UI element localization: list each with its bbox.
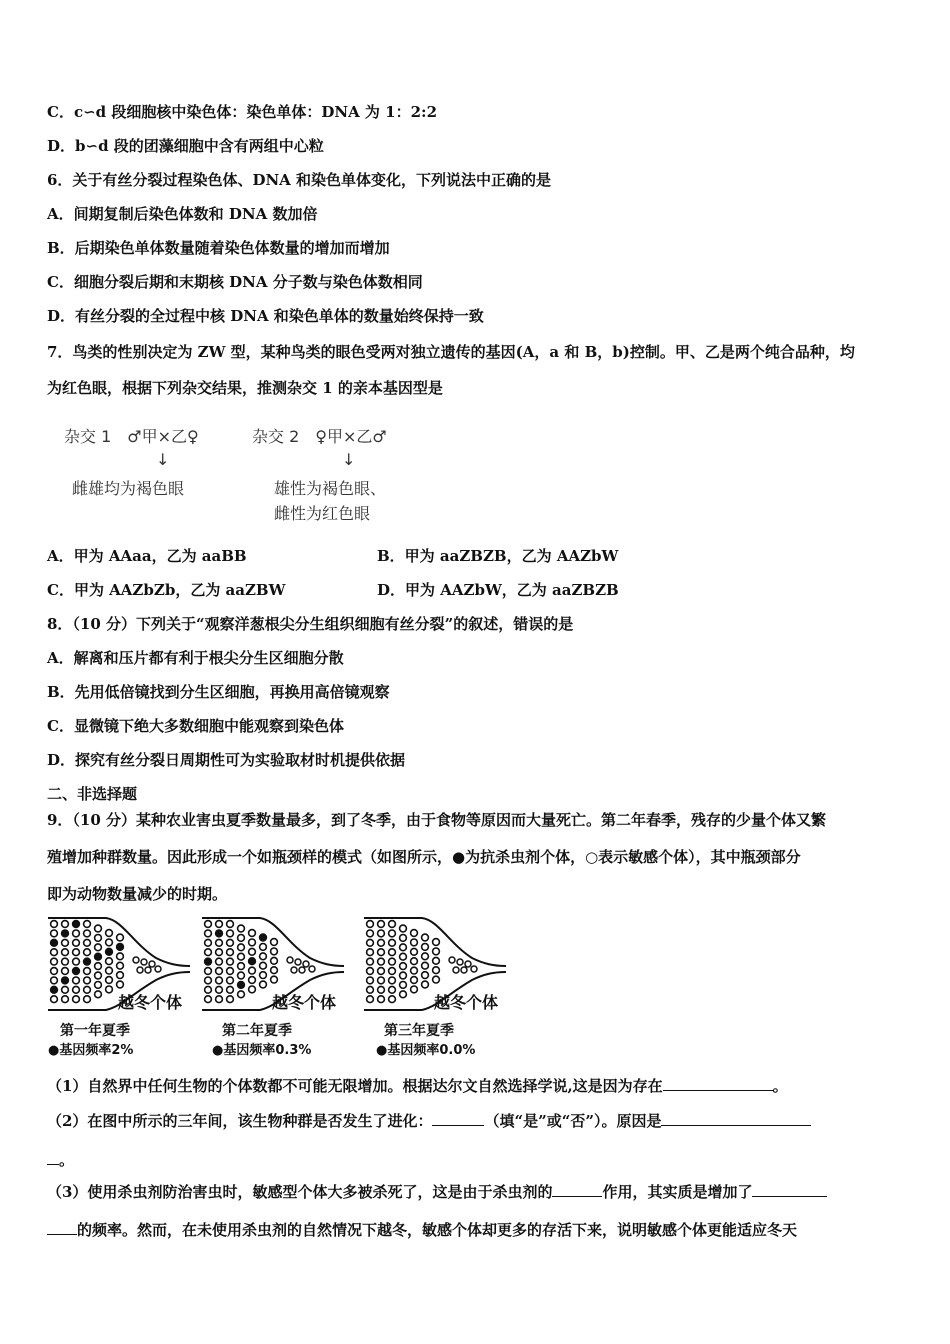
- q7-stem-line1: 7．鸟类的性别决定为 ZW 型，某种鸟类的眼色受两对独立遗传的基因(A，a 和 B，b)控制。甲、乙是两个纯合品种，均: [47, 343, 855, 361]
- sensitive-individual-dot: [249, 967, 256, 974]
- q7-option-a: A．甲为 AAaa，乙为 aaBB: [47, 547, 247, 565]
- sensitive-individual-dot: [73, 939, 80, 946]
- resistant-individual-dot: [216, 930, 223, 937]
- sensitive-individual-dot: [73, 949, 80, 956]
- sensitive-individual-dot: [400, 944, 407, 951]
- resistant-individual-dot: [106, 948, 113, 955]
- sensitive-individual-dot: [95, 944, 102, 951]
- sensitive-individual-dot: [433, 957, 440, 964]
- sensitive-individual-dot: [106, 977, 113, 984]
- q5-option-c: C．c∽d 段细胞核中染色体：染色单体：DNA 为 1：2:2: [47, 103, 438, 121]
- q9-part2-text-b: （填“是”或“否”）。原因是: [484, 1112, 662, 1130]
- q9-stem-line3: 即为动物数量减少的时期。: [47, 885, 228, 903]
- overwinter-dot: [137, 967, 143, 973]
- sensitive-individual-dot: [84, 968, 91, 975]
- sensitive-individual-dot: [216, 986, 223, 993]
- sensitive-individual-dot: [238, 944, 245, 951]
- sensitive-individual-dot: [367, 939, 374, 946]
- sensitive-individual-dot: [411, 958, 418, 965]
- sensitive-individual-dot: [73, 930, 80, 937]
- sensitive-individual-dot: [73, 977, 80, 984]
- overwinter-dot: [149, 961, 155, 967]
- q9-part2-blank-reason-cont[interactable]: [47, 1150, 59, 1165]
- panel1-season: 第一年夏季: [60, 1023, 130, 1039]
- sensitive-individual-dot: [400, 963, 407, 970]
- sensitive-individual-dot: [400, 991, 407, 998]
- sensitive-individual-dot: [260, 981, 267, 988]
- overwinter-label-2: 越冬个体: [272, 993, 337, 1012]
- sensitive-individual-dot: [51, 949, 58, 956]
- q7-option-c: C．甲为 AAZbZb，乙为 aaZBW: [47, 581, 286, 599]
- sensitive-individual-dot: [95, 925, 102, 932]
- sensitive-individual-dot: [260, 953, 267, 960]
- q9-part1-end: 。: [772, 1077, 788, 1095]
- sensitive-individual-dot: [433, 948, 440, 955]
- sensitive-individual-dot: [62, 921, 69, 928]
- q6-option-b: B．后期染色单体数量随着染色体数量的增加而增加: [47, 239, 390, 257]
- sensitive-individual-dot: [378, 939, 385, 946]
- sensitive-individual-dot: [62, 996, 69, 1003]
- q9-part2-blank-evolve[interactable]: [432, 1111, 484, 1126]
- overwinter-label-3: 越冬个体: [434, 993, 499, 1012]
- panel2-season: 第二年夏季: [222, 1023, 292, 1039]
- sensitive-individual-dot: [51, 930, 58, 937]
- q9-part1-text: （1）自然界中任何生物的个体数都不可能无限增加。根据达尔文自然选择学说,这是因为存在: [47, 1077, 663, 1095]
- sensitive-individual-dot: [238, 953, 245, 960]
- sensitive-individual-dot: [367, 949, 374, 956]
- sensitive-individual-dot: [389, 930, 396, 937]
- sensitive-individual-dot: [389, 968, 396, 975]
- sensitive-individual-dot: [422, 972, 429, 979]
- q9-part2-text-a: （2）在图中所示的三年间，该生物种群是否发生了进化：: [47, 1112, 433, 1130]
- q9-stem-line2: 殖增加种群数量。因此形成一个如瓶颈样的模式（如图所示，●为抗杀虫剂个体，○表示敏感个体），其中瓶颈部分: [47, 848, 801, 866]
- sensitive-individual-dot: [51, 977, 58, 984]
- overwinter-dot: [449, 957, 455, 963]
- sensitive-individual-dot: [389, 996, 396, 1003]
- sensitive-individual-dot: [51, 921, 58, 928]
- q9-part1-blank[interactable]: [663, 1076, 773, 1091]
- sensitive-individual-dot: [400, 925, 407, 932]
- sensitive-individual-dot: [84, 930, 91, 937]
- sensitive-individual-dot: [205, 939, 212, 946]
- sensitive-individual-dot: [367, 968, 374, 975]
- sensitive-individual-dot: [84, 939, 91, 946]
- sensitive-individual-dot: [400, 935, 407, 942]
- q9-part3-blank-effect[interactable]: [552, 1182, 602, 1197]
- q6-option-d: D．有丝分裂的全过程中核 DNA 和染色单体的数量始终保持一致: [47, 307, 484, 325]
- sensitive-individual-dot: [227, 968, 234, 975]
- q6-stem: 6．关于有丝分裂过程染色体、DNA 和染色单体变化，下列说法中正确的是: [47, 171, 552, 189]
- sensitive-individual-dot: [106, 986, 113, 993]
- sensitive-individual-dot: [367, 986, 374, 993]
- q9-stem-line1: 9．（10 分）某种农业害虫夏季数量最多，到了冬季，由于食物等原因而大量死亡。第二年春季，残存的少量个体又繁: [47, 811, 827, 829]
- sensitive-individual-dot: [106, 958, 113, 965]
- sensitive-individual-dot: [378, 968, 385, 975]
- sensitive-individual-dot: [433, 976, 440, 983]
- overwinter-dot: [309, 966, 315, 972]
- sensitive-individual-dot: [400, 953, 407, 960]
- overwinter-dot: [461, 967, 467, 973]
- q8-option-d: D．探究有丝分裂日周期性可为实验取材时机提供依据: [47, 751, 406, 769]
- sensitive-individual-dot: [411, 986, 418, 993]
- sensitive-individual-dot: [389, 939, 396, 946]
- sensitive-individual-dot: [389, 949, 396, 956]
- q9-part2-blank-reason[interactable]: [661, 1111, 811, 1126]
- overwinter-dot: [141, 959, 147, 965]
- q7-cross2-arrow: ↓: [342, 450, 356, 469]
- sensitive-individual-dot: [84, 977, 91, 984]
- sensitive-individual-dot: [238, 991, 245, 998]
- sensitive-individual-dot: [378, 930, 385, 937]
- overwinter-dot: [457, 959, 463, 965]
- overwinter-dot: [291, 967, 297, 973]
- q9-part2-end: 。: [59, 1151, 75, 1169]
- sensitive-individual-dot: [367, 996, 374, 1003]
- sensitive-individual-dot: [95, 982, 102, 989]
- sensitive-individual-dot: [260, 972, 267, 979]
- sensitive-individual-dot: [411, 967, 418, 974]
- q7-cross2-result-female: 雌性为红色眼: [274, 504, 371, 523]
- resistant-individual-dot: [51, 939, 58, 946]
- sensitive-individual-dot: [422, 944, 429, 951]
- sensitive-individual-dot: [400, 982, 407, 989]
- q6-option-c: C．细胞分裂后期和末期核 DNA 分子数与染色体数相同: [47, 273, 423, 291]
- sensitive-individual-dot: [367, 977, 374, 984]
- sensitive-individual-dot: [367, 930, 374, 937]
- q7-cross1-label: 杂交 1 ♂甲×乙♀: [64, 427, 199, 446]
- sensitive-individual-dot: [106, 939, 113, 946]
- overwinter-dot: [295, 959, 301, 965]
- overwinter-dot: [453, 967, 459, 973]
- sensitive-individual-dot: [216, 939, 223, 946]
- sensitive-individual-dot: [367, 958, 374, 965]
- q9-part3-text-a: （3）使用杀虫剂防治害虫时，敏感型个体大多被杀死了，这是由于杀虫剂的: [47, 1183, 553, 1201]
- overwinter-dot: [287, 957, 293, 963]
- sensitive-individual-dot: [378, 977, 385, 984]
- sensitive-individual-dot: [216, 949, 223, 956]
- q9-part3: [47, 1182, 827, 1202]
- q9-part3-blank-gene-cont[interactable]: [47, 1220, 77, 1235]
- sensitive-individual-dot: [117, 972, 124, 979]
- resistant-individual-dot: [249, 958, 256, 965]
- sensitive-individual-dot: [378, 996, 385, 1003]
- sensitive-individual-dot: [51, 968, 58, 975]
- sensitive-individual-dot: [378, 958, 385, 965]
- sensitive-individual-dot: [95, 991, 102, 998]
- sensitive-individual-dot: [238, 972, 245, 979]
- sensitive-individual-dot: [216, 968, 223, 975]
- sensitive-individual-dot: [84, 986, 91, 993]
- sensitive-individual-dot: [422, 981, 429, 988]
- sensitive-individual-dot: [216, 977, 223, 984]
- sensitive-individual-dot: [205, 986, 212, 993]
- sensitive-individual-dot: [117, 953, 124, 960]
- sensitive-individual-dot: [271, 976, 278, 983]
- sensitive-individual-dot: [117, 981, 124, 988]
- sensitive-individual-dot: [216, 921, 223, 928]
- sensitive-individual-dot: [95, 972, 102, 979]
- q7-cross2-label: 杂交 2 ♀甲×乙♂: [252, 427, 387, 446]
- q6-option-a: A．间期复制后染色体数和 DNA 数加倍: [47, 205, 318, 223]
- sensitive-individual-dot: [84, 996, 91, 1003]
- sensitive-individual-dot: [227, 996, 234, 1003]
- sensitive-individual-dot: [238, 935, 245, 942]
- sensitive-individual-dot: [411, 977, 418, 984]
- sensitive-individual-dot: [238, 963, 245, 970]
- sensitive-individual-dot: [95, 963, 102, 970]
- q9-part1: [47, 1076, 788, 1096]
- sensitive-individual-dot: [62, 958, 69, 965]
- sensitive-individual-dot: [227, 958, 234, 965]
- sensitive-individual-dot: [378, 986, 385, 993]
- resistant-individual-dot: [238, 982, 245, 989]
- sensitive-individual-dot: [249, 977, 256, 984]
- sensitive-individual-dot: [117, 934, 124, 941]
- sensitive-individual-dot: [73, 986, 80, 993]
- sensitive-individual-dot: [95, 935, 102, 942]
- sensitive-individual-dot: [433, 939, 440, 946]
- resistant-individual-dot: [117, 944, 124, 951]
- q9-part3-blank-gene[interactable]: [752, 1182, 827, 1197]
- sensitive-individual-dot: [51, 996, 58, 1003]
- resistant-individual-dot: [205, 958, 212, 965]
- sensitive-individual-dot: [400, 972, 407, 979]
- sensitive-individual-dot: [227, 949, 234, 956]
- overwinter-dot: [303, 961, 309, 967]
- sensitive-individual-dot: [271, 939, 278, 946]
- sensitive-individual-dot: [260, 962, 267, 969]
- overwinter-dot: [133, 957, 139, 963]
- sensitive-individual-dot: [249, 986, 256, 993]
- sensitive-individual-dot: [205, 968, 212, 975]
- resistant-individual-dot: [73, 921, 80, 928]
- sensitive-individual-dot: [117, 962, 124, 969]
- sensitive-individual-dot: [238, 925, 245, 932]
- q8-stem: 8．（10 分）下列关于“观察洋葱根尖分生组织细胞有丝分裂”的叙述，错误的是: [47, 615, 574, 633]
- sensitive-individual-dot: [260, 944, 267, 951]
- sensitive-individual-dot: [378, 949, 385, 956]
- sensitive-individual-dot: [227, 921, 234, 928]
- sensitive-individual-dot: [249, 948, 256, 955]
- q9-part3-cont: [47, 1220, 797, 1240]
- q9-part2-cont: [47, 1150, 74, 1170]
- sensitive-individual-dot: [227, 939, 234, 946]
- panel1-frequency: ●基因频率2%: [48, 1043, 134, 1058]
- sensitive-individual-dot: [389, 977, 396, 984]
- sensitive-individual-dot: [411, 930, 418, 937]
- sensitive-individual-dot: [106, 967, 113, 974]
- q9-part3-text-b: 作用，其实质是增加了: [602, 1183, 753, 1201]
- sensitive-individual-dot: [422, 934, 429, 941]
- sensitive-individual-dot: [227, 986, 234, 993]
- sensitive-individual-dot: [271, 957, 278, 964]
- resistant-individual-dot: [51, 986, 58, 993]
- resistant-individual-dot: [260, 934, 267, 941]
- resistant-individual-dot: [62, 930, 69, 937]
- sensitive-individual-dot: [249, 930, 256, 937]
- q8-option-c: C．显微镜下绝大多数细胞中能观察到染色体: [47, 717, 344, 735]
- q7-option-b: B．甲为 aaZBZB，乙为 AAZbW: [377, 547, 619, 565]
- overwinter-dot: [465, 961, 471, 967]
- panel2-frequency: ●基因频率0.3%: [212, 1043, 312, 1058]
- sensitive-individual-dot: [62, 949, 69, 956]
- q7-cross1-result: 雌雄均为褐色眼: [72, 479, 185, 498]
- resistant-individual-dot: [62, 977, 69, 984]
- sensitive-individual-dot: [433, 967, 440, 974]
- panel3-frequency: ●基因频率0.0%: [376, 1043, 476, 1058]
- sensitive-individual-dot: [227, 930, 234, 937]
- q9-part3-text-c: 的频率。然而，在未使用杀虫剂的自然情况下越冬，敏感个体却更多的存活下来，说明敏感个体更能适应冬天: [77, 1221, 798, 1239]
- sensitive-individual-dot: [422, 953, 429, 960]
- sensitive-individual-dot: [367, 921, 374, 928]
- sensitive-individual-dot: [378, 921, 385, 928]
- resistant-individual-dot: [95, 953, 102, 960]
- sensitive-individual-dot: [84, 921, 91, 928]
- sensitive-individual-dot: [422, 962, 429, 969]
- sensitive-individual-dot: [62, 986, 69, 993]
- sensitive-individual-dot: [271, 967, 278, 974]
- sensitive-individual-dot: [106, 930, 113, 937]
- resistant-individual-dot: [84, 958, 91, 965]
- sensitive-individual-dot: [389, 958, 396, 965]
- overwinter-dot: [299, 967, 305, 973]
- q8-option-a: A．解离和压片都有利于根尖分生区细胞分散: [47, 649, 344, 667]
- overwinter-dot: [155, 966, 161, 972]
- sensitive-individual-dot: [271, 948, 278, 955]
- sensitive-individual-dot: [62, 968, 69, 975]
- sensitive-individual-dot: [62, 939, 69, 946]
- sensitive-individual-dot: [411, 948, 418, 955]
- sensitive-individual-dot: [389, 921, 396, 928]
- q7-stem-line2: 为红色眼，根据下列杂交结果，推测杂交 1 的亲本基因型是: [47, 379, 443, 397]
- q8-option-b: B．先用低倍镜找到分生区细胞，再换用高倍镜观察: [47, 683, 390, 701]
- sensitive-individual-dot: [227, 977, 234, 984]
- q5-option-d: D．b∽d 段的团藻细胞中含有两组中心粒: [47, 137, 324, 155]
- q7-cross2-result-male: 雄性为褐色眼、: [274, 479, 387, 498]
- sensitive-individual-dot: [73, 996, 80, 1003]
- sensitive-individual-dot: [205, 977, 212, 984]
- section-heading: 二、非选择题: [47, 785, 138, 803]
- sensitive-individual-dot: [84, 949, 91, 956]
- sensitive-individual-dot: [216, 996, 223, 1003]
- sensitive-individual-dot: [411, 939, 418, 946]
- sensitive-individual-dot: [205, 949, 212, 956]
- overwinter-label-1: 越冬个体: [118, 993, 183, 1012]
- overwinter-dot: [471, 966, 477, 972]
- sensitive-individual-dot: [73, 958, 80, 965]
- panel3-season: 第三年夏季: [384, 1023, 454, 1039]
- q9-part2: [47, 1111, 811, 1131]
- q7-option-d: D．甲为 AAZbW，乙为 aaZBZB: [377, 581, 619, 599]
- sensitive-individual-dot: [51, 958, 58, 965]
- sensitive-individual-dot: [249, 939, 256, 946]
- resistant-individual-dot: [73, 968, 80, 975]
- sensitive-individual-dot: [205, 930, 212, 937]
- overwinter-dot: [145, 967, 151, 973]
- q7-cross1-arrow: ↓: [156, 450, 170, 469]
- sensitive-individual-dot: [205, 996, 212, 1003]
- sensitive-individual-dot: [216, 958, 223, 965]
- sensitive-individual-dot: [389, 986, 396, 993]
- sensitive-individual-dot: [205, 921, 212, 928]
